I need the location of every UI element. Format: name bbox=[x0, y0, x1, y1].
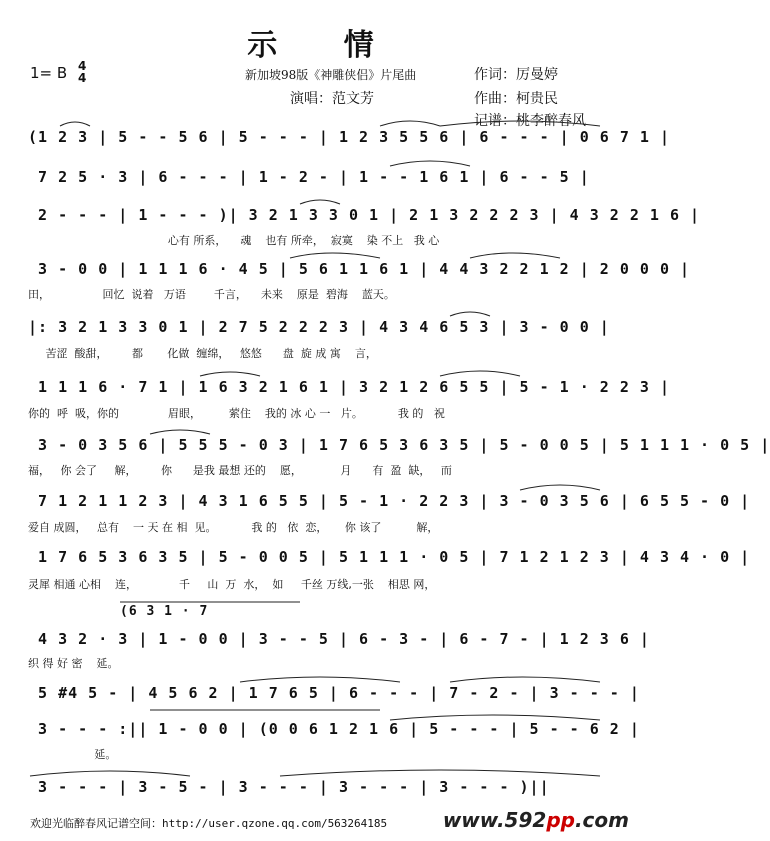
score-line-1: (1 2 3 | 5 - - 5 6 | 5 - - - | 1 2 3 5 5 6 | 6 - - - | 0 6 7 1 | bbox=[28, 128, 670, 146]
song-title: 示 情 bbox=[247, 28, 402, 63]
lyrics-line-8: 爱自 成圆， 总有 一 天 在 相 见。 我 的 依 恋， 你 该了 解， bbox=[28, 521, 439, 534]
meter-bottom: 4 bbox=[78, 71, 87, 85]
song-subtitle: 新加坡98版《神雕侠侣》片尾曲 bbox=[245, 68, 417, 82]
volta-bracket-notes: (6 3 1 · 7 bbox=[120, 604, 209, 619]
lyrics-line-7: 福， 你 会了 解， 你 是我 最想 还的 愿， 月 有 盈 缺， 而 bbox=[28, 464, 452, 477]
lyricist-credit: 作词：厉曼婷 bbox=[474, 67, 558, 83]
transcriber-credit: 记谱：桃李醉春风 bbox=[474, 113, 586, 129]
score-line-12: 3 - - - :|| 1 - 0 0 | (0 0 6 1 2 1 6 | 5 - - - | 5 - - 6 2 | bbox=[28, 720, 640, 738]
score-line-2: 7 2 5 · 3 | 6 - - - | 1 - 2 - | 1 - - 1 6 1 | 6 - - 5 | bbox=[28, 168, 590, 186]
score-line-13: 3 - - - | 3 - 5 - | 3 - - - | 3 - - - | 3 - - - )|| bbox=[28, 778, 550, 796]
footer-credit: 欢迎光临醉春风记谱空间：http://user.qzone.qq.com/563264185 bbox=[30, 817, 388, 830]
meter-top: 4 bbox=[78, 59, 87, 73]
lyrics-line-12: 延。 bbox=[28, 748, 117, 761]
score-line-4: 3 - 0 0 | 1 1 1 6 · 4 5 | 5 6 1 1 6 1 | 4 4 3 2 2 1 2 | 2 0 0 0 | bbox=[28, 260, 691, 278]
score-line-3: 2 - - - | 1 - - - )| 3 2 1 3 3 0 1 | 2 1 3 2 2 2 3 | 4 3 2 2 1 6 | bbox=[28, 206, 701, 224]
key-signature: 1= B bbox=[30, 64, 68, 82]
score-line-10: 4 3 2 · 3 | 1 - 0 0 | 3 - - 5 | 6 - 3 - | 6 - 7 - | 1 2 3 6 | bbox=[28, 630, 650, 648]
lyrics-line-9: 灵犀 相通 心相 连， 千 山 万 水， 如 千丝 万线,一张 相思 网， bbox=[28, 578, 436, 591]
score-line-6: 1 1 1 6 · 7 1 | 1 6 3 2 1 6 1 | 3 2 1 2 6 5 5 | 5 - 1 · 2 2 3 | bbox=[28, 378, 670, 396]
lyrics-line-3: 心有 所系， 魂 也有 所牵， 寂寞 染 不上 我 心 bbox=[28, 234, 440, 247]
watermark-tail: .com bbox=[574, 808, 629, 832]
lyrics-line-6: 你的 呼 吸，你的 眉眼， 萦住 我的 冰 心 一 片。 我 的 祝 bbox=[28, 407, 445, 420]
score-line-9: 1 7 6 5 3 6 3 5 | 5 - 0 0 5 | 5 1 1 1 · 0 5 | 7 1 2 1 2 3 | 4 3 4 · 0 | bbox=[28, 548, 751, 566]
composer-credit: 作曲：柯贵民 bbox=[474, 91, 558, 107]
score-line-8: 7 1 2 1 1 2 3 | 4 3 1 6 5 5 | 5 - 1 · 2 2 3 | 3 - 0 3 5 6 | 6 5 5 - 0 | bbox=[28, 492, 751, 510]
score-line-7: 3 - 0 3 5 6 | 5 5 5 - 0 3 | 1 7 6 5 3 6 3 5 | 5 - 0 0 5 | 5 1 1 1 · 0 5 | bbox=[28, 436, 770, 454]
singer-credit: 演唱：范文芳 bbox=[290, 91, 374, 107]
site-watermark bbox=[443, 808, 629, 832]
watermark-accent: pp bbox=[546, 808, 575, 832]
lyrics-line-10: 织 得 好 密 延。 bbox=[28, 657, 119, 670]
score-line-11: 5 #4 5 - | 4 5 6 2 | 1 7 6 5 | 6 - - - | 7 - 2 - | 3 - - - | bbox=[28, 684, 640, 702]
watermark-main: www.592 bbox=[442, 808, 547, 832]
lyrics-line-4: 田， 回忆 说着 万语 千言， 未来 原是 碧海 蓝天。 bbox=[28, 288, 395, 301]
score-line-5: |: 3 2 1 3 3 0 1 | 2 7 5 2 2 2 3 | 4 3 4 6 5 3 | 3 - 0 0 | bbox=[28, 318, 610, 336]
lyrics-line-5: 苦涩 酸甜， 都 化做 缠绵， 悠悠 盘 旋 成 寓 言， bbox=[28, 347, 377, 360]
